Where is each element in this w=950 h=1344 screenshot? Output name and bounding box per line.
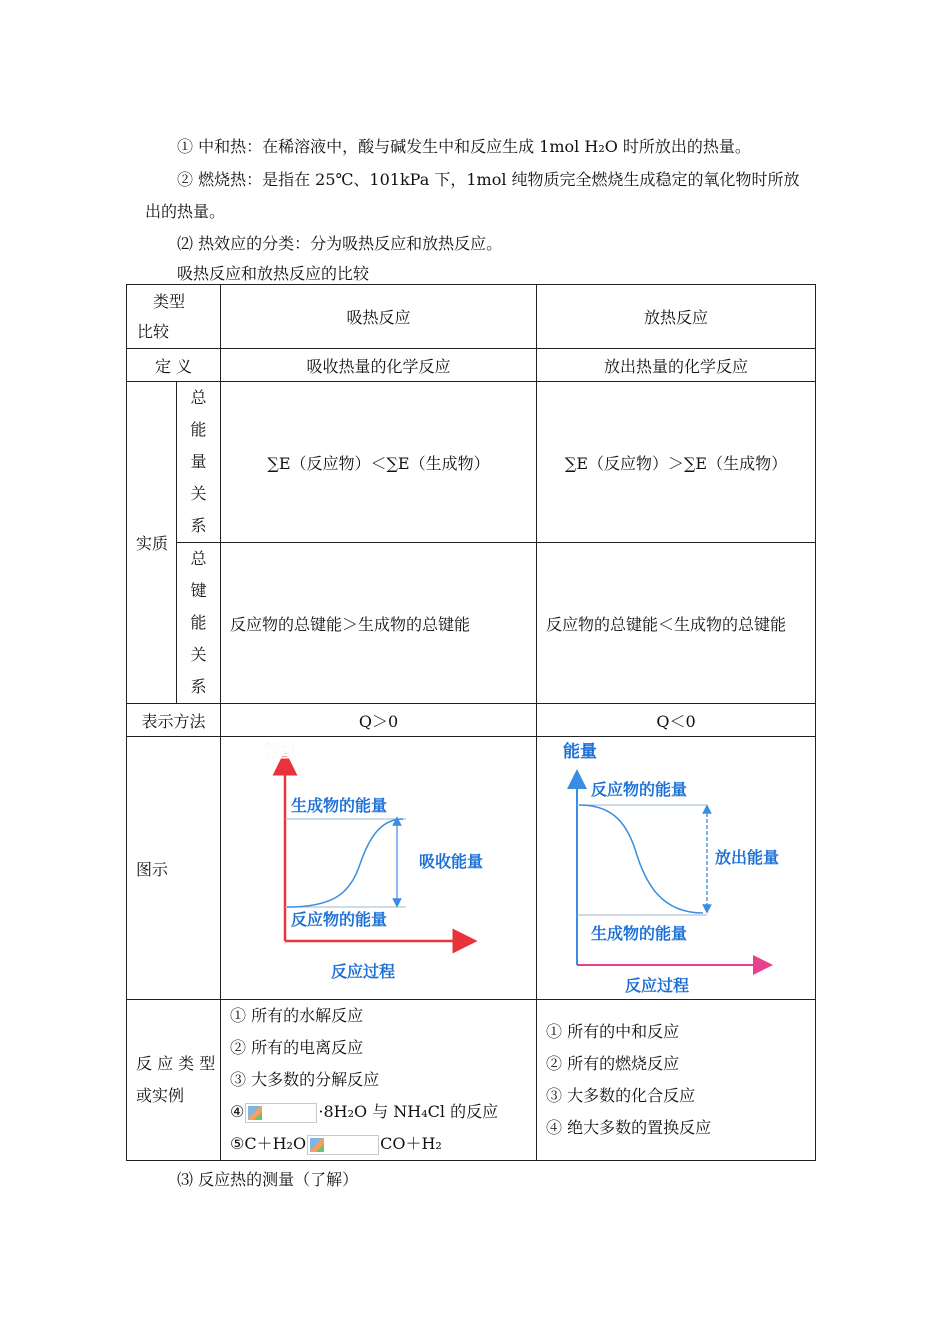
example-item: ③ 大多数的分解反应 (230, 1070, 380, 1089)
examples-label (127, 1000, 221, 1161)
bond-energy-endothermic: 反应物的总键能＞生成物的总键能 (221, 543, 537, 704)
corner-cell (127, 285, 221, 349)
definition-label: 定 义 (127, 349, 221, 382)
energy-label-char: 能 (190, 420, 207, 439)
energy-label-char: 量 (190, 452, 207, 471)
notation-row (127, 704, 816, 737)
bottom-level-label: 反应物的能量 (291, 910, 388, 929)
header-endothermic: 吸热反应 (221, 285, 537, 349)
notation-exothermic: Q＜0 (537, 704, 816, 737)
example-prefix: ④ (230, 1102, 245, 1121)
exothermic-diagram-cell (537, 737, 816, 1000)
header-exothermic: 放热反应 (537, 285, 816, 349)
endothermic-diagram-cell (221, 737, 537, 1000)
diagram-row (127, 737, 816, 1000)
bond-label-char: 键 (190, 581, 207, 600)
example-item (230, 1096, 536, 1128)
paragraph-measurement: ⑶ 反应热的测量（了解） (177, 1170, 359, 1189)
essence-label: 实质 (127, 382, 177, 704)
bond-label-char: 能 (190, 613, 207, 632)
comparison-table (126, 284, 816, 1161)
example-item (230, 1128, 536, 1160)
example-item: ③ 大多数的化合反应 (546, 1086, 696, 1105)
paragraph-combustion-heat: ② 燃烧热：是指在 25℃、101kPa 下，1mol 纯物质完全燃烧生成稳定的氧化物时所放 (177, 170, 800, 189)
diagram-label: 图示 (127, 737, 221, 1000)
exothermic-energy-diagram (537, 737, 816, 999)
bond-energy-row (127, 543, 816, 704)
example-item: ② 所有的燃烧反应 (546, 1054, 680, 1073)
example-item: ④ 绝大多数的置换反应 (546, 1118, 712, 1137)
bond-label-char: 总 (190, 549, 207, 568)
definition-row (127, 349, 816, 382)
energy-label-char: 关 (190, 484, 207, 503)
bond-energy-label (177, 543, 221, 704)
examples-endothermic (221, 1000, 537, 1161)
bond-label-char: 系 (190, 677, 207, 696)
examples-row (127, 1000, 816, 1161)
notation-label: 表示方法 (127, 704, 221, 737)
bond-energy-exothermic: 反应物的总键能＜生成物的总键能 (537, 543, 816, 704)
example-suffix: CO＋H₂ (380, 1134, 442, 1153)
energy-relation-endothermic: ∑E（反应物）＜∑E（生成物） (221, 382, 537, 543)
release-energy-label: 放出能量 (715, 848, 780, 867)
examples-exothermic (537, 1000, 816, 1161)
bottom-level-label: 生成物的能量 (591, 924, 688, 943)
definition-endothermic: 吸收热量的化学反应 (221, 349, 537, 382)
paragraph-combustion-heat-cont: 出的热量。 (145, 202, 226, 221)
table-header-row (127, 285, 816, 349)
energy-label-char: 系 (190, 516, 207, 535)
table-caption: 吸热反应和放热反应的比较 (177, 264, 370, 283)
example-prefix: ⑤C＋H₂O (230, 1134, 307, 1153)
x-axis-label: 反应过程 (625, 976, 690, 995)
corner-type: 类型 (153, 291, 186, 311)
absorb-energy-label: 吸收能量 (419, 852, 484, 871)
notation-endothermic: Q＞0 (221, 704, 537, 737)
paragraph-neutralization-heat: ① 中和热：在稀溶液中，酸与碱发生中和反应生成 1mol H₂O 时所放出的热量。 (177, 137, 751, 156)
examples-label-line1: 反 应 类 型 (136, 1054, 216, 1073)
bond-label-char: 关 (190, 645, 207, 664)
paragraph-classification: ⑵ 热效应的分类：分为吸热反应和放热反应。 (177, 234, 503, 253)
energy-relation-row (127, 382, 816, 543)
energy-curve (287, 819, 403, 907)
top-level-label: 反应物的能量 (591, 780, 688, 799)
broken-condition-image-icon (307, 1135, 379, 1155)
energy-curve (579, 805, 703, 913)
example-item: ① 所有的水解反应 (230, 1006, 364, 1025)
energy-relation-exothermic: ∑E（反应物）＞∑E（生成物） (537, 382, 816, 543)
corner-compare: 比较 (137, 321, 170, 341)
x-axis-label: 反应过程 (331, 962, 396, 981)
example-item: ① 所有的中和反应 (546, 1022, 680, 1041)
definition-exothermic: 放出热量的化学反应 (537, 349, 816, 382)
examples-label-line2: 或实例 (136, 1086, 185, 1105)
energy-label-char: 总 (190, 388, 207, 407)
endothermic-energy-diagram (221, 737, 537, 999)
broken-formula-image-icon (245, 1103, 317, 1123)
top-level-label: 生成物的能量 (291, 796, 388, 815)
energy-relation-label (177, 382, 221, 543)
y-axis-label: 能量 (263, 742, 298, 762)
example-suffix: ·8H₂O 与 NH₄Cl 的反应 (318, 1102, 499, 1121)
example-item: ② 所有的电离反应 (230, 1038, 364, 1057)
y-axis-label: 能量 (563, 742, 598, 762)
